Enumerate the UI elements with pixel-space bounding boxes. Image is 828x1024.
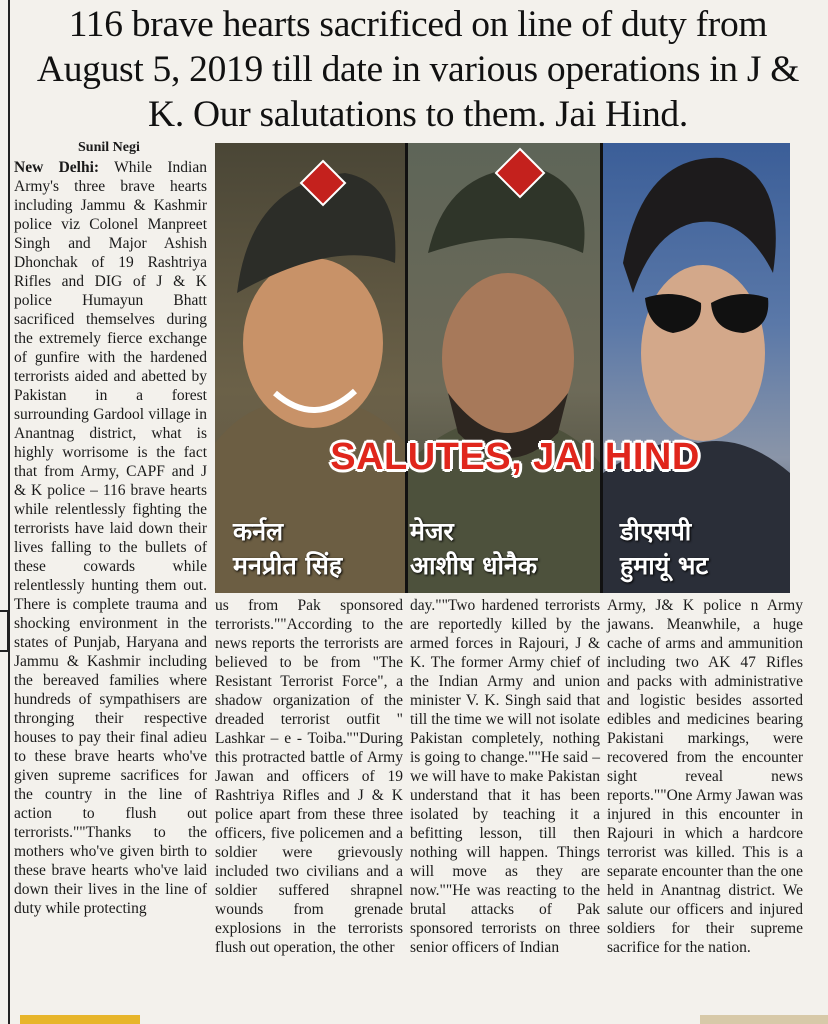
article-column-2: us from Pak sponsored terrorists.""According to the news reports the terrorists are believed to be from "The Resistant Terrorist Force", a shadow organization of the dreaded terrorist outfit " Lashkar – e - Toiba.""During this protracted battle of Army Jawan and officers of 19 Rashtriya Rifles and J & K police apart from these three officers, five policemen and a soldier were grievously included two civilians and a soldier suffered shrapnel wounds from grenade explosions in the terrorists flush out operation, the other (215, 597, 403, 956)
column-rule (8, 0, 10, 1024)
article-column-3: day.""Two hardened terrorists are reportedly killed by the armed forces in Rajouri, J & K. The former Army chief of the Indian Army and union minister V. K. Singh said that till the time we will not isolate Pakistan completely, nothing is going to change.""He said – we will have to make Pakistan understand that it has been isolated by teaching it a befitting lesson, till then nothing will happen. Things will move as they are now.""He was reacting to the brutal attacks of Pak sponsored terrorists on three senior officers of Indian (410, 597, 600, 956)
photo-banner: SALUTES, JAI HIND (330, 436, 700, 478)
caption-major-name: आशीष धोनैक (410, 551, 538, 580)
footer-strip-left (20, 1015, 140, 1024)
margin-bracket (0, 610, 9, 652)
caption-colonel-name: मनप्रीत सिंह (233, 551, 343, 580)
column-1-text: While Indian Army's three brave hearts including Jammu & Kashmir police viz Colonel Manpreet Singh and Major Ashish Dhonchak of 19 Rashtriya Rifles and DIG of J & K police Humayun Bhatt sacrificed themselves during the extremely fierce exchange of gunfire with the hardened terrorists aided and abetted by Pakistan in a forest surrounding Gardool village in Anantnag district, what is highly worrisome is the fact that from Army, CAPF and J & K police – 116 brave hearts while relentlessly fighting the terrorists have laid down their lives falling to the bullets of these cowards while relentlessly hunting them out. There is complete trauma and shocking environment in the states of Punjab, Haryana and Jammu & Kashmir including the bereaved families where hundreds of sympathisers are thronging their respective houses to pay their final adieu to these brave hearts who've given supreme sacrifices for the country in the line of action to flush out terrorists.""Thanks to the mothers who've given birth to these brave hearts who've laid down their lives in the line of duty while protecting (14, 159, 207, 917)
headline: 116 brave hearts sacrificed on line of duty from August 5, 2019 till date in various operations in J & K. Our salutations to them. Jai Hind. (36, 4, 800, 135)
footer-strip-right (700, 1015, 828, 1024)
photo-montage (215, 143, 790, 593)
dateline: New Delhi: (14, 159, 100, 176)
article-column-4: Army, J& K police n Army jawans. Meanwhile, a huge cache of arms and ammunition including two AK 47 Rifles and packs with administrative and logistic besides assorted edibles and medicines bearing Pakistani markings, were recovered from the encounter sight reveal news reports.""One Army Jawan was injured in this encounter in Rajouri in which a hardcore terrorist was killed. This is a separate encounter than the one held in Anantnag district. We salute our officers and injured soldiers for their supreme sacrifice for the nation. (607, 597, 803, 956)
caption-dsp-name: हुमायूं भट (620, 551, 709, 580)
caption-dsp (620, 515, 708, 583)
article-column-1 (14, 158, 207, 918)
caption-colonel (233, 515, 342, 583)
byline: Sunil Negi (78, 140, 140, 155)
caption-major-rank: मेजर (410, 517, 454, 546)
caption-colonel-rank: कर्नल (233, 517, 284, 546)
caption-dsp-rank: डीएसपी (620, 517, 692, 546)
caption-major (410, 515, 537, 583)
